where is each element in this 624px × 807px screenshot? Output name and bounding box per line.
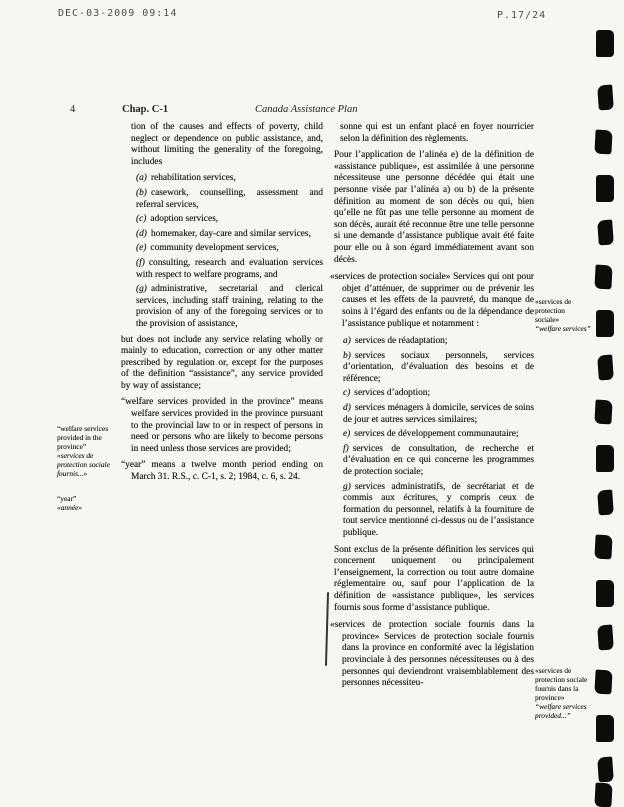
margin-note-translation: “welfare services provided...”: [535, 702, 587, 720]
item-label: (f): [136, 257, 145, 268]
french-item-g: [330, 482, 534, 540]
item-label: (g): [136, 284, 147, 295]
binding-mark: [594, 783, 612, 807]
page-number: 4: [70, 104, 76, 115]
french-column: [330, 122, 534, 696]
definition-services-fournis-province: «services de protection sociale fournis dans la province» Services de protection sociale fournis dans la province en conformité avec la législation provinciale à des personnes nécessiteuses ou à des personnes qui deviendront vraisemblablement des personnes nécessiteu-: [330, 620, 534, 689]
definition-services-protection-sociale: «services de protection sociale» Services qui ont pour objet d’atténuer, de supprimer ou de prévenir les causes et les effets de la pauvreté, du manque de soins à l’égard des enfants ou de la dépendance de l’assistance publique et notamment :: [330, 272, 534, 329]
english-item-d: [121, 229, 323, 241]
binding-mark: [594, 670, 612, 695]
binding-mark: [596, 580, 614, 607]
item-label: f): [343, 443, 349, 454]
fax-datetime: DEC-03-2009 09:14: [58, 8, 178, 19]
item-text: services administratifs, de secrétariat et de commis aux écritures, y compris ceux de formation du personnel, relatifs à la fourniture de tout service mentionné ci-dessus ou de l’assistance publique.: [343, 481, 534, 538]
margin-note-translation: “welfare services”: [535, 324, 591, 333]
english-column: [121, 122, 323, 489]
french-exclusion-paragraph: Sont exclus de la présente définition les services qui concernent uniquement ou principalement l’enseignement, la correction ou tout autre domaine réglementaire ou, sauf pour l’application de la définition de «assistance publique», les services fournis sous forme d’assistance publique.: [334, 544, 534, 613]
french-item-e: [330, 429, 534, 441]
item-label: c): [343, 388, 351, 399]
binding-mark: [594, 130, 612, 155]
margin-note-services-protection: [535, 297, 591, 333]
item-label: (e): [136, 243, 147, 254]
binding-mark: [594, 265, 612, 290]
item-label: g): [343, 481, 351, 492]
statute-title: Canada Assistance Plan: [255, 104, 358, 115]
pen-mark-line: [325, 592, 329, 666]
item-text: casework, counselling, assessment and referral services,: [136, 187, 323, 210]
item-text: adoption services,: [150, 214, 219, 225]
definition-welfare-services-provided: “welfare services provided in the province” means welfare services provided in the province pursuant to the provincial law to or in respect of persons in need or persons who are likely to become persons in need unless those services are provided;: [121, 397, 323, 454]
binding-mark: [597, 355, 614, 381]
french-item-c: [330, 388, 534, 400]
english-item-f: [121, 258, 323, 281]
binding-mark: [597, 220, 614, 246]
binding-mark: [596, 445, 614, 472]
item-label: e): [343, 429, 351, 440]
binding-mark: [597, 490, 614, 516]
item-text: homemaker, day-care and similar services,: [150, 228, 311, 239]
french-item-a: [330, 336, 534, 348]
item-label: (d): [136, 228, 147, 239]
french-deeming-paragraph: Pour l’application de l’alinéa e) de la définition de «assistance publique», est assimilée à une personne nécessiteuse une personne décédée qui était une personne visée par l’alinéa a) ou b) de la présente définition au moment de son décès ou qui, bien qu’elle ne fût pas une telle personne au moment de son décès, aurait été reconnue être une telle personne si une demande d’assistance publique avait été faite pour elle ou à son égard immédiatement avant son décès.: [334, 150, 534, 265]
definition-year: “year” means a twelve month period ending on March 31. R.S., c. C-1, s. 2; 1984, c. 6, s. 24.: [121, 460, 323, 483]
margin-note-year: [57, 494, 117, 512]
item-text: services de réadaptation;: [354, 336, 448, 347]
french-continuation-paragraph: sonne qui est un enfant placé en foyer nourricier selon la définition des règlements.: [340, 122, 534, 144]
item-text: consulting, research and evaluation services with respect to welfare programs, and: [136, 257, 323, 280]
item-text: community development services,: [150, 243, 279, 254]
binding-mark: [597, 625, 614, 651]
margin-note-quote: “welfare services provided in the province”: [57, 424, 109, 451]
binding-mark: [596, 715, 614, 742]
margin-note-services-fournis: [535, 666, 591, 720]
item-label: (a): [136, 173, 147, 184]
item-label: a): [343, 336, 351, 347]
french-item-d: [330, 403, 534, 426]
english-item-c: [121, 214, 323, 226]
binding-mark: [596, 310, 614, 337]
english-item-a: [121, 173, 323, 185]
margin-note-translation: «services de protection sociale fournis...»: [57, 451, 110, 478]
binding-mark: [596, 30, 614, 57]
fax-page-counter: P.17/24: [497, 10, 547, 21]
item-text: services sociaux personnels, services d’orientation, d’évaluation des besoins et de référence;: [343, 350, 534, 384]
margin-note-welfare-services: [57, 424, 117, 478]
binding-mark: [594, 535, 612, 560]
binding-mark: [596, 175, 614, 202]
margin-note-quote: “year”: [57, 494, 77, 503]
chapter-label: Chap. C-1: [122, 104, 169, 115]
item-text: services de développement communautaire;: [354, 429, 519, 440]
item-text: administrative, secretarial and clerical services, including staff training, relating to the provision of any of the foregoing services or to the provision of assistance,: [136, 284, 323, 329]
item-label: d): [343, 403, 351, 414]
english-item-b: [121, 188, 323, 211]
english-continuation-paragraph: tion of the causes and effects of poverty, child neglect or dependence on public assistance, and, without limiting the generality of the foregoing, includes: [131, 122, 323, 167]
margin-note-quote: «services de protection sociale fournis dans la province»: [535, 666, 588, 702]
item-label: (c): [136, 214, 147, 225]
french-item-f: [330, 444, 534, 479]
binding-mark: [594, 400, 612, 425]
item-label: b): [343, 350, 351, 361]
english-item-g: [121, 284, 323, 330]
binding-mark: [597, 757, 614, 783]
item-text: rehabilitation services,: [150, 173, 236, 184]
item-text: services de consultation, de recherche et d’évaluation en ce qui concerne les programmes de protection sociale;: [343, 443, 534, 478]
english-item-e: [121, 243, 323, 255]
english-exclusion-paragraph: but does not include any service relating wholly or mainly to education, correction or any other matter prescribed by regulation or, except for the purposes of the definition “assistance”, any service provided by way of assistance;: [121, 334, 323, 391]
margin-note-translation: «année»: [57, 503, 83, 512]
item-text: services ménagers à domicile, services de soins de jour et autres services similaires;: [343, 403, 534, 425]
margin-note-quote: «services de protection sociale»: [535, 297, 572, 324]
french-item-b: [330, 351, 534, 386]
item-label: (b): [136, 187, 147, 198]
item-text: services d’adoption;: [354, 388, 431, 399]
binding-mark: [597, 85, 614, 111]
